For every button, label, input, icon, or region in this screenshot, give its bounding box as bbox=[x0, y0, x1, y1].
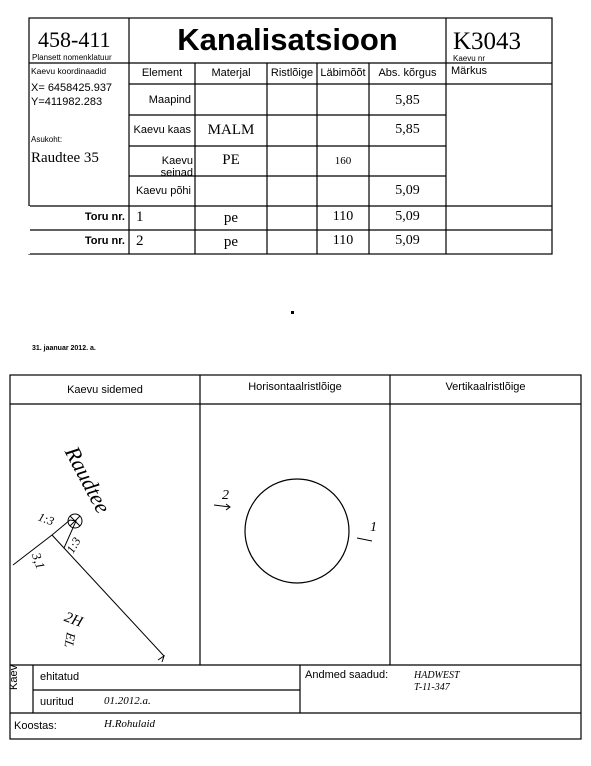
sketch-street-label: Raudtee bbox=[59, 442, 116, 518]
date: 31. jaanuar 2012. a. bbox=[32, 345, 96, 352]
section-connections: Kaevu sidemed bbox=[67, 384, 143, 396]
source-value: HADWEST bbox=[414, 670, 460, 681]
author-value: H.Rohulaid bbox=[104, 718, 156, 730]
source-value: T-11-347 bbox=[414, 682, 450, 693]
row-element: Kaevu kaas bbox=[133, 124, 191, 136]
col-height: Abs. kõrgus bbox=[378, 67, 437, 79]
nomenclature-number: 458-411 bbox=[38, 27, 111, 52]
pipe-number: 1 bbox=[136, 209, 144, 225]
sketch-label: 2H bbox=[61, 609, 85, 631]
pipe-height: 5,09 bbox=[395, 233, 420, 248]
row-height: 5,85 bbox=[395, 93, 420, 108]
author-label: Koostas: bbox=[14, 720, 57, 732]
pipe-label: Toru nr. bbox=[84, 235, 125, 247]
well-number-label: Kaevu nr bbox=[453, 54, 486, 63]
sketch-label: 3,1 bbox=[28, 550, 49, 572]
row-height: 5,09 bbox=[395, 183, 420, 198]
section-horizontal: Horisontaalristlõige bbox=[248, 381, 342, 393]
pipe-material: pe bbox=[223, 210, 239, 226]
col-element: Element bbox=[141, 67, 183, 79]
row-element: Maapind bbox=[148, 94, 191, 106]
row-element: Kaevu seinad bbox=[160, 155, 193, 179]
pipe-diameter: 110 bbox=[332, 209, 354, 224]
sketch-label: 1:3 bbox=[36, 509, 57, 529]
pipe2-marker: 2 bbox=[222, 488, 229, 503]
row-element: Kaevu põhi bbox=[135, 185, 191, 197]
coord-y: Y=411982.283 bbox=[31, 96, 103, 108]
pipe-diameter: 110 bbox=[332, 233, 354, 248]
col-section: Ristlõige bbox=[270, 67, 314, 79]
pipe-label: Toru nr. bbox=[84, 211, 125, 223]
row-height: 5,85 bbox=[395, 122, 420, 137]
sketch-label: 1:3 bbox=[63, 534, 84, 556]
pipe-height: 5,09 bbox=[395, 209, 420, 224]
page-title: Kanalisatsioon bbox=[177, 22, 398, 57]
coords-label: Kaevu koordinaadid bbox=[31, 66, 107, 76]
address-label: Asukoht: bbox=[31, 135, 63, 144]
surveyed-value: 01.2012.a. bbox=[104, 695, 151, 707]
row-material: MALM bbox=[207, 122, 255, 138]
coord-x: X= 6458425.937 bbox=[31, 82, 113, 94]
surveyed-label: uuritud bbox=[40, 696, 74, 708]
pipe1-marker: 1 bbox=[370, 520, 377, 535]
pipe-material: pe bbox=[223, 234, 239, 250]
row-diameter: 160 bbox=[334, 155, 352, 167]
col-notes: Märkus bbox=[451, 65, 488, 77]
nomenclature-label: Plansett nomenklatuur bbox=[32, 53, 112, 62]
section-vertical: Vertikaalristlõige bbox=[445, 381, 526, 393]
footer-vertical-label: Kaev bbox=[8, 664, 20, 690]
pipe-number: 2 bbox=[136, 233, 144, 249]
built-label: ehitatud bbox=[40, 671, 80, 683]
well-number: K3043 bbox=[453, 28, 522, 55]
col-diameter: Läbimõõt bbox=[320, 67, 366, 79]
row-material: PE bbox=[222, 152, 240, 168]
address: Raudtee 35 bbox=[31, 150, 99, 166]
source-label: Andmed saadud: bbox=[305, 669, 389, 681]
sketch-label: EL bbox=[61, 631, 79, 649]
col-material: Materjal bbox=[211, 67, 251, 79]
